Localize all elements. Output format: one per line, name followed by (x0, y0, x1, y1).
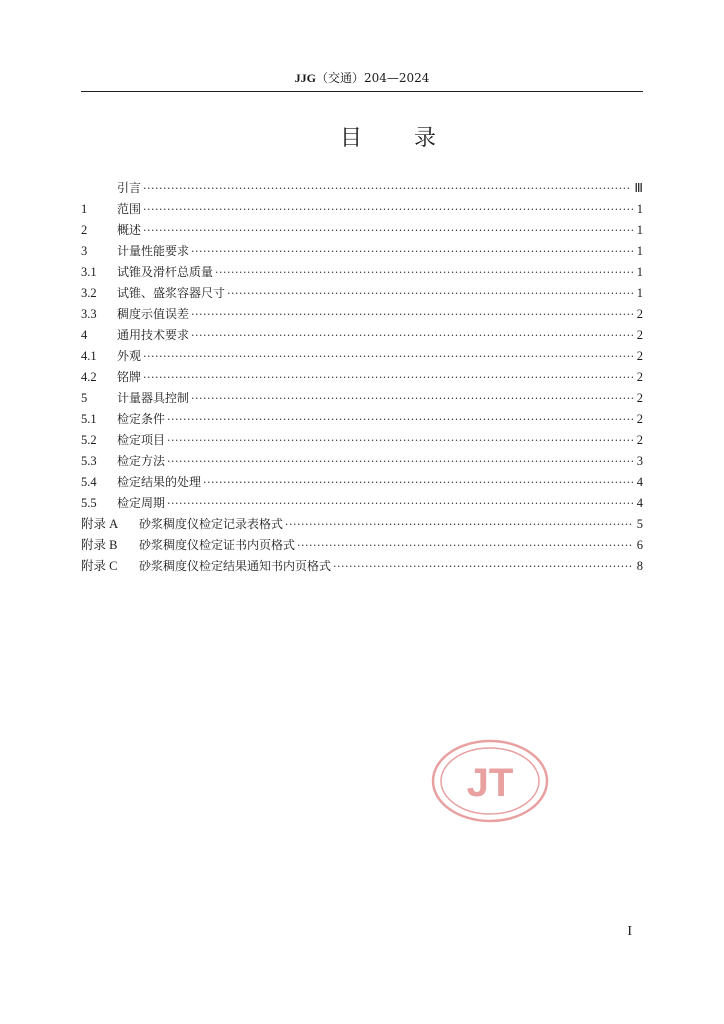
toc-leader-dots (191, 325, 633, 346)
toc-leader-dots (191, 388, 633, 409)
toc-entry-label: 通用技术要求 (117, 328, 190, 342)
toc-entry-page: 4 (636, 496, 643, 510)
toc-entry[interactable] (81, 262, 643, 283)
toc-entry[interactable] (81, 514, 643, 535)
toc-entry-label: 试锥、盛浆容器尺寸 (117, 286, 226, 300)
header-code: JJG (294, 71, 316, 85)
toc-leader-dots (285, 514, 633, 535)
toc-entry-page: 8 (636, 559, 643, 573)
toc-entry-page: 4 (636, 475, 643, 489)
toc-entry-number: 5.5 (81, 496, 97, 510)
toc-leader-dots (191, 304, 633, 325)
toc-entry-number: 3.3 (81, 307, 97, 321)
toc-entry-page: 2 (636, 307, 643, 321)
toc-entry-label: 砂浆稠度仪检定证书内页格式 (139, 538, 296, 552)
toc-entry[interactable] (81, 430, 643, 451)
toc-entry-number: 2 (81, 223, 88, 237)
toc-entry[interactable] (81, 409, 643, 430)
toc-entry[interactable] (81, 556, 643, 577)
toc-entry-label: 检定周期 (117, 496, 166, 510)
toc-entry-page: 2 (636, 370, 643, 384)
toc-entry[interactable] (81, 241, 643, 262)
toc-entry-number: 4.1 (81, 349, 97, 363)
toc-entry-number: 3.2 (81, 286, 97, 300)
toc-entry-number: 附录 A (81, 517, 119, 531)
toc-entry[interactable] (81, 472, 643, 493)
toc-entry-number: 5.1 (81, 412, 97, 426)
toc-leader-dots (167, 409, 633, 430)
table-of-contents (81, 178, 643, 577)
toc-entry-page: 2 (636, 412, 643, 426)
toc-leader-dots (143, 178, 630, 199)
toc-entry-page: 1 (636, 286, 643, 300)
toc-entry-label: 引言 (117, 181, 142, 195)
toc-entry-label: 外观 (117, 349, 142, 363)
header-paren: （交通） (315, 71, 364, 85)
toc-entry-number: 5.4 (81, 475, 97, 489)
toc-entry-page: 1 (636, 265, 643, 279)
toc-entry-page: 2 (636, 349, 643, 363)
toc-entry[interactable] (81, 325, 643, 346)
toc-leader-dots (167, 430, 633, 451)
toc-entry-number: 1 (81, 202, 88, 216)
toc-entry-label: 试锥及滑杆总质量 (117, 265, 214, 279)
toc-entry-number: 4.2 (81, 370, 97, 384)
toc-entry-page: Ⅲ (634, 181, 643, 195)
toc-entry[interactable] (81, 220, 643, 241)
toc-entry-label: 稠度示值误差 (117, 307, 190, 321)
toc-entry-label: 检定结果的处理 (117, 475, 202, 489)
toc-leader-dots (143, 220, 633, 241)
toc-leader-dots (143, 367, 633, 388)
toc-leader-dots (167, 493, 633, 514)
toc-entry-label: 砂浆稠度仪检定结果通知书内页格式 (139, 559, 332, 573)
toc-entry-label: 检定条件 (117, 412, 166, 426)
toc-entry[interactable] (81, 535, 643, 556)
toc-entry-number: 附录 B (81, 538, 118, 552)
toc-entry[interactable] (81, 451, 643, 472)
toc-entry-page: 1 (636, 223, 643, 237)
page-number: I (627, 924, 632, 939)
toc-leader-dots (143, 199, 633, 220)
toc-entry-number: 3.1 (81, 265, 97, 279)
toc-leader-dots (297, 535, 633, 556)
toc-entry-page: 5 (636, 517, 643, 531)
toc-entry-label: 检定项目 (117, 433, 166, 447)
toc-entry-number: 4 (81, 328, 88, 342)
toc-leader-dots (203, 472, 633, 493)
toc-leader-dots (191, 241, 633, 262)
toc-entry[interactable] (81, 283, 643, 304)
toc-entry-label: 砂浆稠度仪检定记录表格式 (139, 517, 284, 531)
toc-entry-page: 1 (636, 244, 643, 258)
page-title: 目录 (339, 126, 488, 151)
toc-entry[interactable] (81, 367, 643, 388)
toc-entry-number: 5.2 (81, 433, 97, 447)
toc-entry-label: 计量性能要求 (117, 244, 190, 258)
running-header (81, 69, 643, 92)
toc-entry-number: 5.3 (81, 454, 97, 468)
toc-entry-label: 范围 (117, 202, 142, 216)
toc-entry-label: 概述 (117, 223, 142, 237)
toc-entry-label: 计量器具控制 (117, 391, 190, 405)
toc-entry-page: 3 (636, 454, 643, 468)
toc-leader-dots (333, 556, 633, 577)
toc-leader-dots (143, 346, 633, 367)
toc-entry-page: 6 (636, 538, 643, 552)
toc-entry-page: 1 (636, 202, 643, 216)
toc-entry-label: 铭牌 (117, 370, 142, 384)
toc-entry[interactable] (81, 199, 643, 220)
toc-entry-label: 检定方法 (117, 454, 166, 468)
toc-entry-page: 2 (636, 433, 643, 447)
header-number: 204—2024 (363, 71, 430, 85)
toc-entry-number: 3 (81, 244, 88, 258)
toc-entry-number: 附录 C (81, 559, 118, 573)
stamp-text: JT (466, 761, 514, 805)
toc-entry[interactable] (81, 304, 643, 325)
toc-entry-number: 5 (81, 391, 88, 405)
toc-entry[interactable] (81, 346, 643, 367)
toc-entry-page: 2 (636, 328, 643, 342)
toc-leader-dots (227, 283, 633, 304)
toc-entry-page: 2 (636, 391, 643, 405)
toc-leader-dots (215, 262, 633, 283)
toc-entry[interactable] (81, 178, 643, 199)
toc-entry[interactable] (81, 493, 643, 514)
jt-logo-watermark (430, 738, 550, 824)
toc-leader-dots (167, 451, 633, 472)
toc-entry[interactable] (81, 388, 643, 409)
